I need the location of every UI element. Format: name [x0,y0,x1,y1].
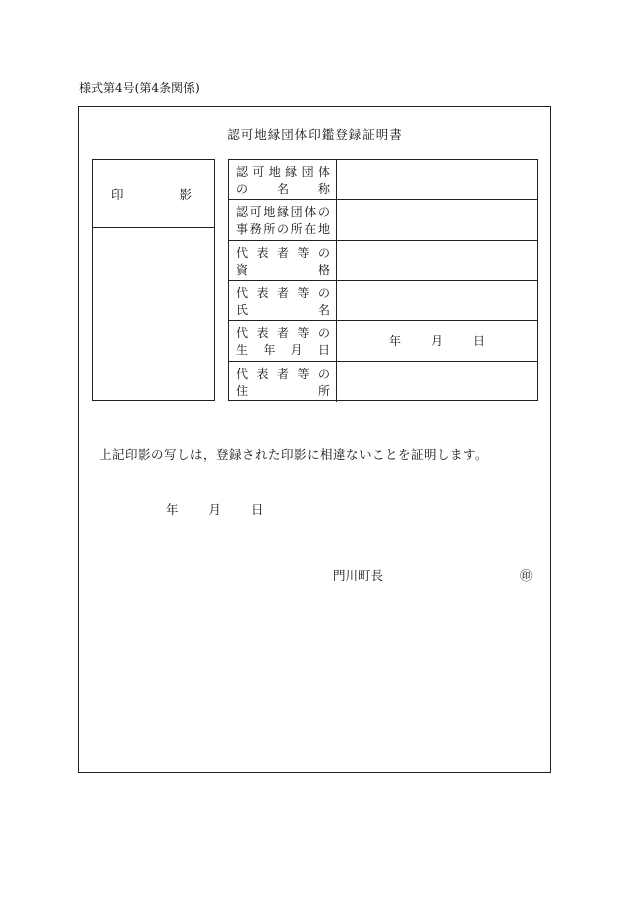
issue-date [166,500,264,518]
row-representative-name [229,281,537,321]
row-label: 認 可 地 縁 団 体 の 名 称 [229,160,337,199]
issue-day-unit: 日 [251,502,264,517]
seal-label-right: 影 [179,186,192,202]
row-representative-birthdate [229,321,537,361]
birth-year-unit: 年 [388,334,401,349]
row-group-name [229,160,537,200]
row-value [337,200,537,239]
birthdate-value [337,321,537,360]
issuer-seal-mark: ㊞ [520,568,533,583]
row-value [337,362,537,402]
seal-label-left: 印 [111,186,124,202]
birth-day-unit: 日 [473,334,486,349]
row-office-address [229,200,537,240]
form-number: 様式第4号(第4条関係) [79,81,200,95]
seal-impression-box [92,159,215,401]
row-label: 代 表 者 等 の 氏 名 [229,281,337,320]
issuer-title: 門川町長 [333,568,384,583]
issue-year-unit: 年 [166,502,179,517]
row-representative-address [229,362,537,402]
issue-month-unit: 月 [208,502,222,517]
row-representative-qualification [229,241,537,281]
certification-statement: 上記印影の写しは，登録された印影に相違ないことを証明します。 [99,447,489,462]
info-table [228,159,538,401]
seal-impression-header [93,160,214,228]
document-title: 認可地縁団体印鑑登録証明書 [227,127,403,142]
birth-month-unit: 月 [430,334,443,349]
row-value [337,281,537,320]
row-value [337,160,537,199]
row-value [337,241,537,280]
row-label: 認 可 地 縁 団 体 の 事 務 所 の 所 在 地 [229,200,337,239]
row-label: 代 表 者 等 の 資 格 [229,241,337,280]
row-label: 代 表 者 等 の 住 所 [229,362,337,402]
row-label: 代 表 者 等 の 生 年 月 日 [229,321,337,360]
